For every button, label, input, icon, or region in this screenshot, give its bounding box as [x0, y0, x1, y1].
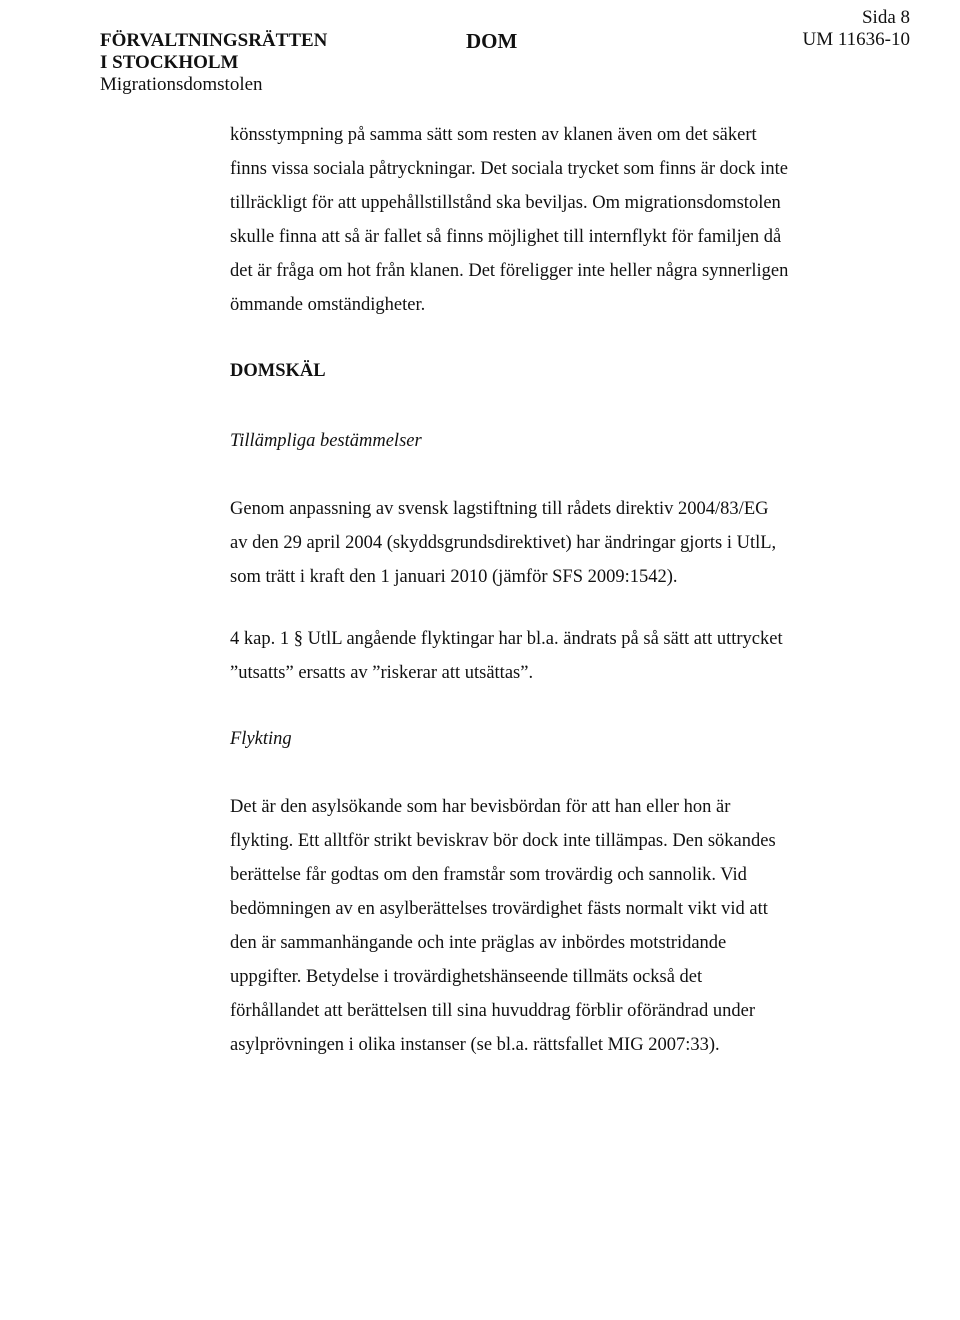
- paragraph-line: av den 29 april 2004 (skyddsgrundsdirektivet) har ändringar gjorts i UtlL,: [230, 533, 777, 553]
- paragraph-line: Det är den asylsökande som har bevisbördan för att han eller hon är: [230, 797, 731, 817]
- subheading-applicable-provisions: Tillämpliga bestämmelser: [230, 431, 422, 451]
- court-name: FÖRVALTNINGSRÄTTEN: [100, 30, 328, 51]
- intro-line: skulle finna att så är fallet så finns möjlighet till internflykt för familjen då: [230, 227, 782, 247]
- intro-line: tillräckligt för att uppehållstillstånd ska beviljas. Om migrationsdomstolen: [230, 193, 781, 213]
- paragraph-line: bedömningen av en asylberättelses trovärdighet fästs normalt vikt vid att: [230, 899, 768, 919]
- intro-paragraph: [230, 118, 850, 322]
- court-city: I STOCKHOLM: [100, 52, 239, 73]
- page-number: Sida 8: [861, 7, 910, 28]
- paragraph-directive: [230, 492, 850, 594]
- page-info: [803, 7, 911, 51]
- paragraph-line: som trätt i kraft den 1 januari 2010 (jämför SFS 2009:1542).: [230, 567, 678, 587]
- paragraph-line: förhållandet att berättelsen till sina huvuddrag förblir oförändrad under: [230, 1001, 756, 1021]
- paragraph-line: den är sammanhängande och inte präglas av inbördes motstridande: [230, 933, 727, 953]
- paragraph-line: berättelse får godtas om den framstår som trovärdig och sannolik. Vid: [230, 865, 747, 885]
- intro-line: ömmande omständigheter.: [230, 295, 426, 315]
- court-division: Migrationsdomstolen: [100, 74, 263, 95]
- document-body: [230, 118, 850, 1062]
- section-heading: DOMSKÄL: [230, 361, 326, 381]
- court-name-block: [100, 30, 327, 96]
- paragraph-line: 4 kap. 1 § UtlL angående flyktingar har bl.a. ändrats på så sätt att uttrycket: [230, 629, 783, 649]
- case-number: UM 11636-10: [802, 29, 910, 50]
- paragraph-amendment: [230, 622, 850, 690]
- intro-line: det är fråga om hot från klanen. Det föreligger inte heller några synnerligen: [230, 261, 789, 281]
- intro-line: könsstympning på samma sätt som resten av klanen även om det säkert: [230, 125, 757, 145]
- paragraph-line: uppgifter. Betydelse i trovärdighetshänseende tillmäts också det: [230, 967, 703, 987]
- intro-line: finns vissa sociala påtryckningar. Det sociala trycket som finns är dock inte: [230, 159, 788, 179]
- paragraph-line: flykting. Ett alltför strikt beviskrav bör dock inte tillämpas. Den sökandes: [230, 831, 776, 851]
- subheading-refugee: Flykting: [230, 729, 292, 749]
- paragraph-line: ”utsatts” ersatts av ”riskerar att utsättas”.: [230, 663, 534, 683]
- document-type: DOM: [466, 29, 518, 53]
- paragraph-burden-of-proof: [230, 790, 850, 1062]
- paragraph-line: Genom anpassning av svensk lagstiftning till rådets direktiv 2004/83/EG: [230, 499, 769, 519]
- paragraph-line: asylprövningen i olika instanser (se bl.a. rättsfallet MIG 2007:33).: [230, 1035, 720, 1055]
